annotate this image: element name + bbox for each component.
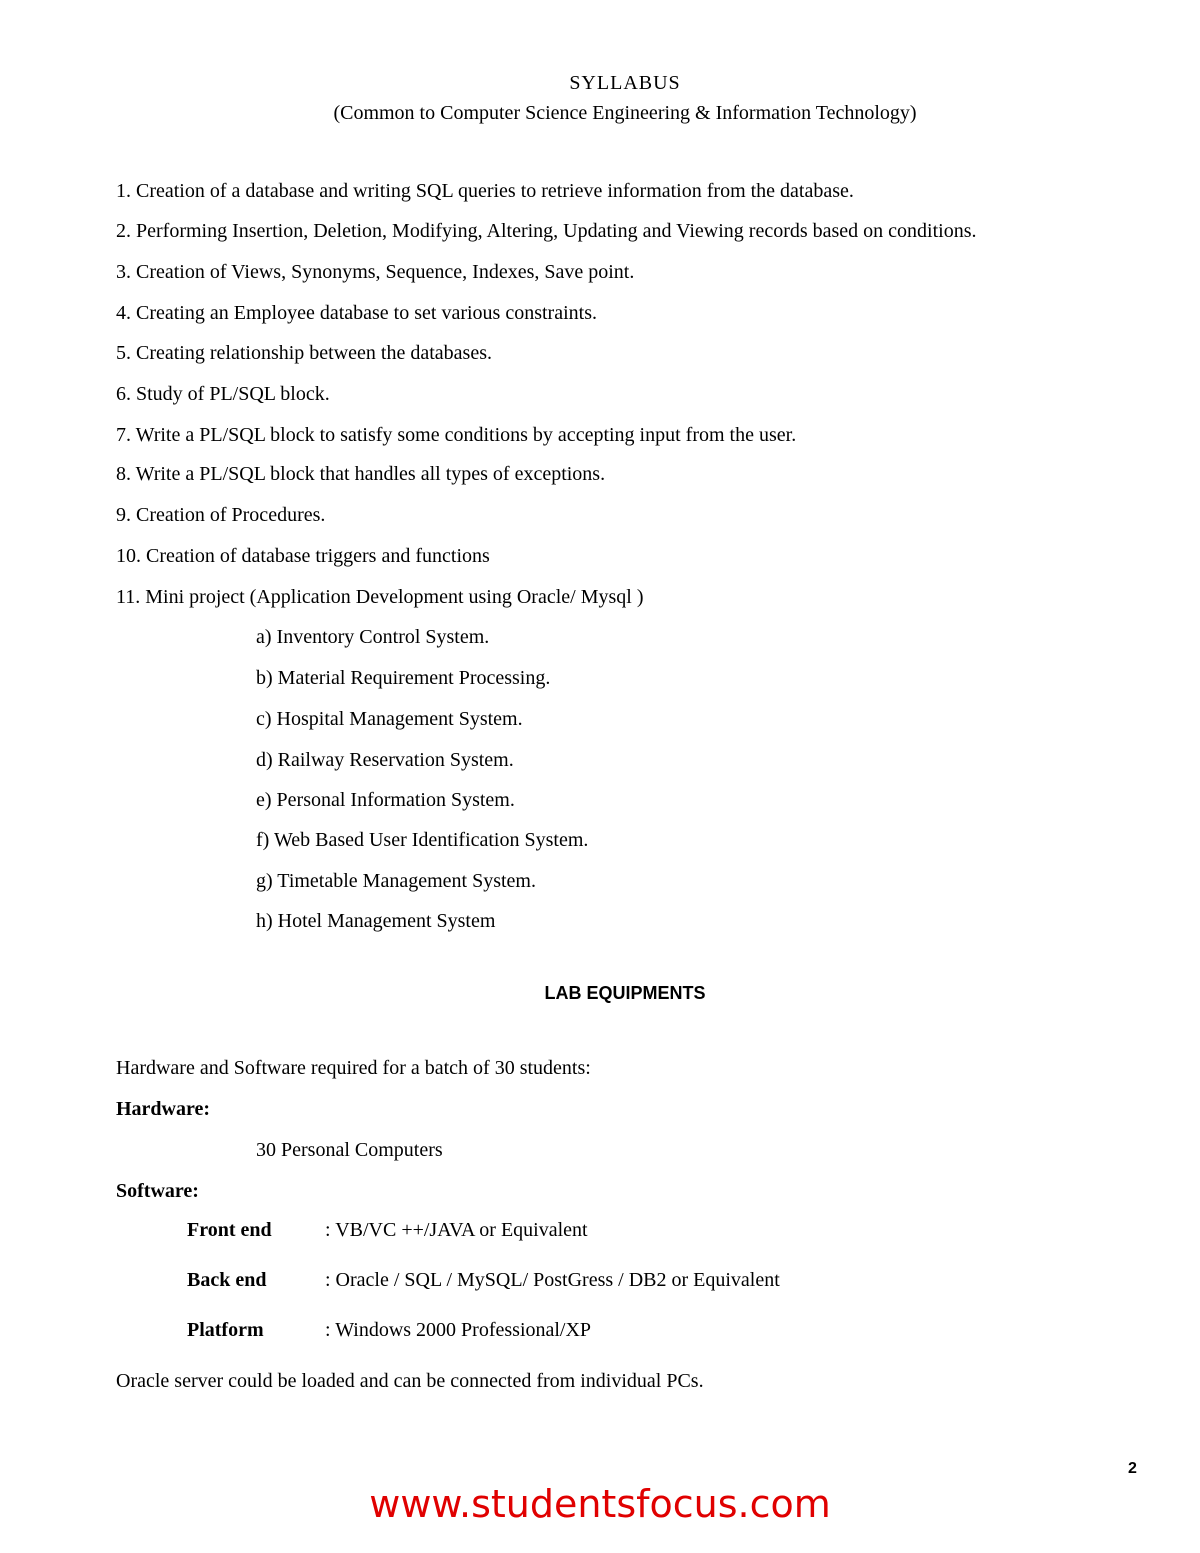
syllabus-item: 9. Creation of Procedures. [116,504,326,526]
software-platform-value: : Windows 2000 Professional/XP [325,1319,592,1341]
project-item: d) Railway Reservation System. [256,749,514,771]
syllabus-item: 10. Creation of database triggers and functions [116,545,490,567]
software-platform-label: Platform [187,1319,264,1341]
project-item: h) Hotel Management System [256,910,496,932]
project-item: a) Inventory Control System. [256,626,490,648]
syllabus-item: 2. Performing Insertion, Deletion, Modifying, Altering, Updating and Viewing records based on conditions. [116,220,977,242]
syllabus-item: 6. Study of PL/SQL block. [116,383,330,405]
oracle-note: Oracle server could be loaded and can be connected from individual PCs. [116,1370,704,1392]
syllabus-item: 5. Creating relationship between the databases. [116,342,492,364]
syllabus-item: 7. Write a PL/SQL block to satisfy some conditions by accepting input from the user. [116,424,797,446]
syllabus-item: 3. Creation of Views, Synonyms, Sequence, Indexes, Save point. [116,261,635,283]
footer-website-link[interactable]: www.studentsfocus.com [369,1482,831,1526]
syllabus-item: 1. Creation of a database and writing SQL queries to retrieve information from the database. [116,180,854,202]
syllabus-item: 8. Write a PL/SQL block that handles all types of exceptions. [116,463,606,485]
project-item: b) Material Requirement Processing. [256,667,551,689]
project-item: c) Hospital Management System. [256,708,523,730]
page-number: 2 [1128,1460,1137,1477]
software-back-end-label: Back end [187,1269,267,1291]
software-back-end-value: : Oracle / SQL / MySQL/ PostGress / DB2 or Equivalent [325,1269,780,1291]
syllabus-item: 11. Mini project (Application Development using Oracle/ Mysql ) [116,586,644,608]
syllabus-item: 4. Creating an Employee database to set various constraints. [116,302,597,324]
hardware-value: 30 Personal Computers [256,1139,443,1161]
project-item: f) Web Based User Identification System. [256,829,589,851]
hardware-label: Hardware: [116,1098,211,1120]
project-item: e) Personal Information System. [256,789,515,811]
project-item: g) Timetable Management System. [256,870,536,892]
software-front-end-value: : VB/VC ++/JAVA or Equivalent [325,1219,588,1241]
lab-intro: Hardware and Software required for a batch of 30 students: [116,1057,591,1079]
page-subtitle: (Common to Computer Science Engineering & Information Technology) [333,102,917,124]
software-front-end-label: Front end [187,1219,272,1241]
software-label: Software: [116,1180,199,1202]
page-title: SYLLABUS [569,72,681,94]
lab-equipments-heading: LAB EQUIPMENTS [544,983,706,1003]
